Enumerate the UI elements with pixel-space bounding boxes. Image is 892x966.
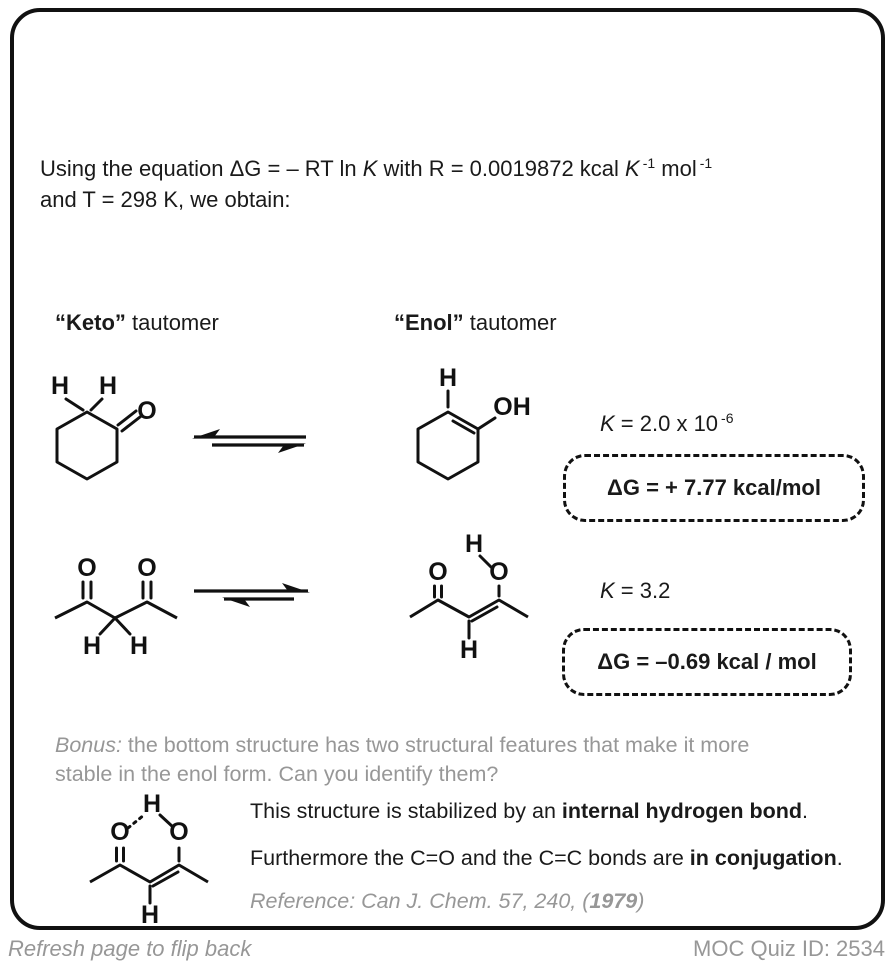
answer-line-1: This structure is stabilized by an internal hydrogen bond.: [250, 799, 808, 823]
equation-intro-text: [40, 148, 712, 215]
delta-g-box-1: ΔG = + 7.77 kcal/mol: [563, 454, 865, 522]
equilibrium-constant-2: K = 3.2: [600, 578, 671, 603]
keto-tautomer-label: “Keto” tautomer: [55, 310, 219, 335]
atom-h: H: [50, 372, 70, 400]
atom-h: H: [129, 632, 149, 660]
refresh-hint-text: Refresh page to flip back: [8, 936, 252, 961]
pentanedione-enol-structure: [398, 530, 543, 665]
atom-h: H: [140, 901, 160, 929]
answer-line-2: Furthermore the C=O and the C=C bonds are in conjugation.: [250, 846, 843, 870]
equation-line-2: and T = 298 K, we obtain:: [40, 187, 291, 212]
equilibrium-arrows-icon: [190, 582, 314, 608]
atom-o: O: [77, 554, 97, 582]
equation-line-1: Using the equation ΔG = – RT ln K with R = 0.0019872 kcal K $^{-1}$ mol $^{-1}$: [40, 155, 713, 181]
superscript: -1: [642, 155, 656, 171]
k-symbol: K: [625, 156, 640, 181]
hydrogen-bond-structure: [78, 790, 218, 930]
atom-o: O: [137, 554, 157, 582]
atom-o: O: [110, 818, 130, 846]
cyclohexenol-structure: [400, 358, 540, 493]
bonus-question-text: Bonus: the bottom structure has two structural features that make it more stable in the enol form. Can you identify them?: [55, 733, 750, 786]
k-symbol: K: [362, 156, 378, 181]
reference-citation: Reference: Can J. Chem. 57, 240, (1979): [250, 889, 645, 913]
enol-tautomer-label: “Enol” tautomer: [394, 310, 557, 335]
atom-h: H: [459, 636, 479, 664]
atom-h: H: [142, 790, 162, 818]
superscript: -1: [699, 155, 713, 171]
atom-o: O: [489, 558, 509, 586]
atom-h: H: [438, 364, 458, 392]
equilibrium-arrows-icon: [190, 428, 310, 454]
cyclohexanone-structure: [42, 362, 167, 497]
atom-h: H: [98, 372, 118, 400]
atom-o: O: [428, 558, 448, 586]
atom-o: O: [137, 397, 157, 425]
atom-h: H: [464, 530, 484, 558]
atom-oh: OH: [493, 393, 531, 421]
equilibrium-constant-1: K = 2.0 x 10 $^{-6}$: [600, 410, 734, 436]
quiz-id-label: MOC Quiz ID: 2534: [693, 936, 885, 961]
atom-h: H: [82, 632, 102, 660]
delta-g-box-2: ΔG = –0.69 kcal / mol: [562, 628, 852, 696]
pentanedione-structure: [42, 546, 192, 666]
atom-o: O: [169, 818, 189, 846]
